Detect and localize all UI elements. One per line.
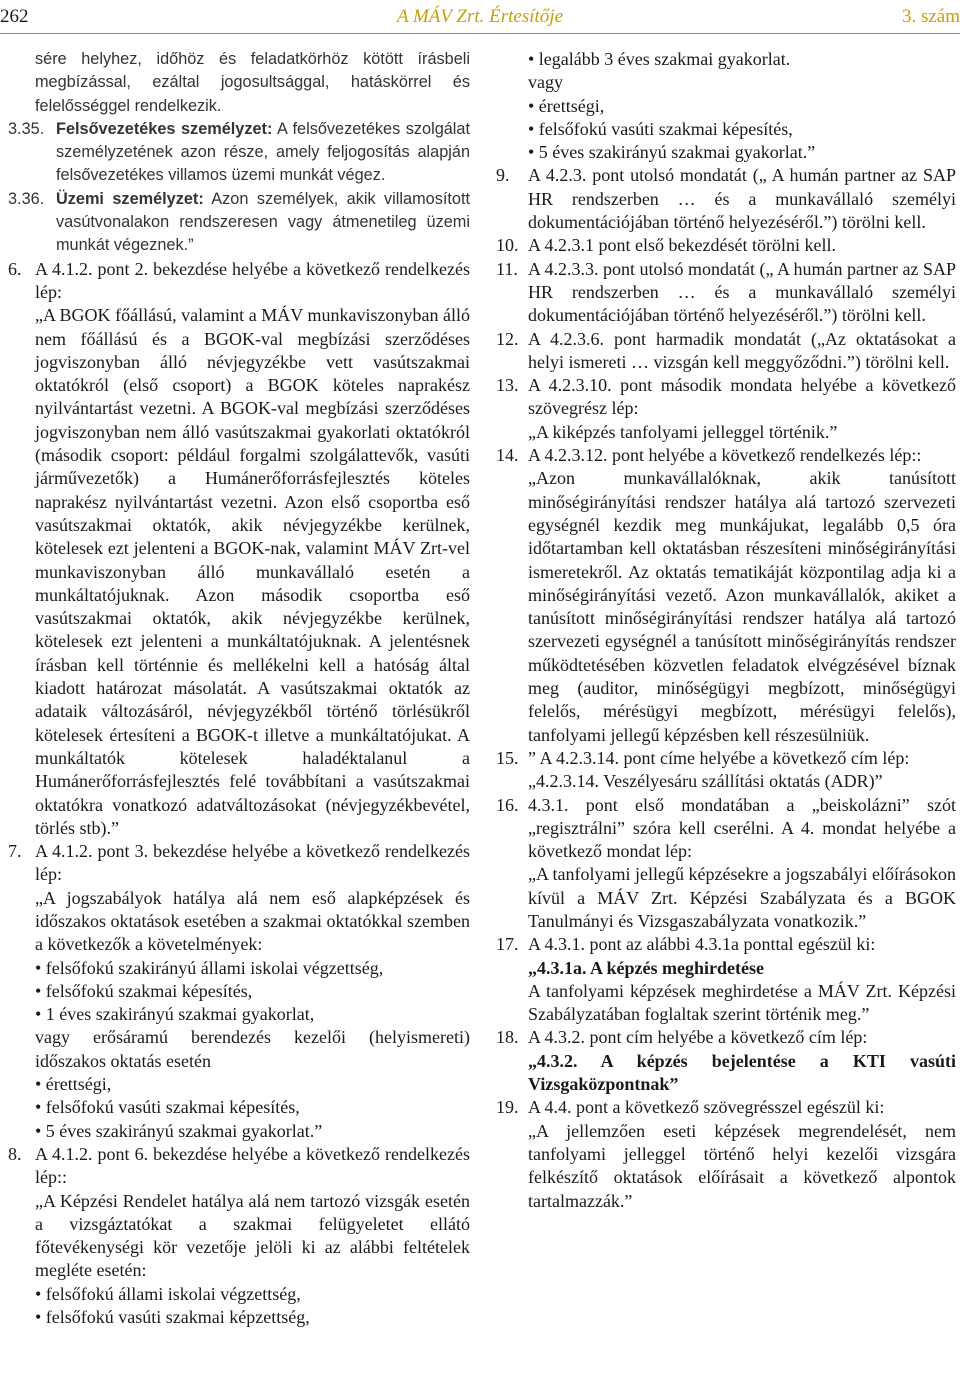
right-column	[496, 48, 956, 1213]
list-item	[496, 747, 956, 770]
quoted-text: „A BGOK főállású, valamint a MÁV munkaviszonyban álló nem főállású és a BGOK-val megbízási szerződéses jogviszonyban álló névjegyzékbe vett vasútszakmai oktatókról (első csoport) a BGOK köteles naprakész nyilvántartást vezetni. A BGOK-val megbízási szerződéses jogviszonyban nem álló vasútszakmai gyakorlati oktatókról (második csoport: például forgalmi szolgálattevők, vasúti járművezetők) a Humánerőforrásfejlesztés köteles naprakész nyilvántartást vezetni. Azon első csoportba eső vasútszakmai oktatók, akik névjegyzékbe kerülnek, kötelesek ezt jelenteni a BGOK-nak, valamint MÁV Zrt-vel munkaviszonyban álló munkavállaló esetén a munkáltatójuknak. Azon második csoportba eső vasútszakmai oktatók, akik névjegyzékbe kerülnek, kötelesek ezt jelenteni a munkáltatójuknak. A jelentésnek írásban kell történnie és mellékelni kell a hatóság által kiadott határozat másolatát. A vasútszakmai oktatók az adataik változásáról, névjegyzékből történő törlésükről kötelesek értesíteni a BGOK-t illetve a munkáltatójukat. A munkáltatók kötelesek haladéktalanul a Humánerőforrásfejlesztés felé továbbítani a vasútszakmai oktatókra vonatkozó adatváltozásokat (névjegyzékbevétel, törlés stb).”	[35, 305, 470, 838]
item-text: A 4.2.3. pont utolsó mondatát („ A humán partner az SAP HR rendszerben … és a munkavállaló személyi dokumentációjában történő helyezéséről.”) törölni kell.	[528, 165, 956, 233]
list-item	[496, 374, 956, 421]
bullet-item: • felsőfokú szakmai képesítés,	[35, 980, 253, 1001]
quoted-text: „A jogszabályok hatálya alá nem eső alapképzések és időszakos oktatások esetében a szakmai oktatókkal szemben a következők a követelmények:	[35, 887, 470, 955]
journal-title: A MÁV Zrt. Értesítője	[396, 6, 564, 27]
definition: A felsővezetékes szolgálat személyzetének azon része, amely feljogosítás alapján felsővezetékes villamos üzemi munkát végez.	[56, 119, 470, 185]
list-item	[8, 258, 470, 305]
item-text: ” A 4.2.3.14. pont címe helyébe a következő cím lép:	[528, 747, 910, 768]
term: Üzemi személyzet:	[56, 189, 204, 208]
bullet-item: • 1 éves szakirányú szakmai gyakorlat,	[35, 1004, 315, 1025]
bullet-item: • 5 éves szakirányú szakmai gyakorlat.”	[528, 142, 816, 163]
item-number: 17.	[496, 934, 519, 955]
item-number: 14.	[496, 445, 519, 466]
header-rule	[0, 33, 960, 34]
quoted-text: „A tanfolyami jellegű képzésekre a jogszabályi előírásokon kívül a MÁV Zrt. Képzési Szabályzata és a BGOK Tanulmányi és Vizsgaszabályzata vonatkozik.”	[528, 864, 956, 931]
list-item	[496, 258, 956, 328]
bullet-item: • érettségi,	[35, 1074, 112, 1095]
item-text: A 4.2.3.12. pont helyébe a következő rendelkezés lép::	[528, 445, 922, 466]
bullet-item: • érettségi,	[528, 95, 605, 116]
section-heading: „4.3.1a. A képzés meghirdetése	[528, 957, 764, 978]
list-item	[8, 1143, 470, 1190]
item-text: A 4.2.3.6. pont harmadik mondatát („Az oktatásokat a helyi ismereti … vizsgán kell meggyőződni.”) törölni kell.	[528, 328, 956, 372]
item-number: 18.	[496, 1027, 519, 1048]
item-text: A 4.3.1. pont az alábbi 4.3.1a ponttal egészül ki:	[528, 934, 876, 955]
list-item	[496, 1026, 956, 1049]
item-number: 8.	[8, 1143, 22, 1164]
item-number: 19.	[496, 1097, 519, 1118]
item-text: 4.3.1. pont első mondatában a „beiskolázni” szót „regisztrálni” szóra kell cserélni. A 4. mondat helyébe a következő mondat lép:	[528, 794, 956, 862]
quoted-text: „A kiképzés tanfolyami jelleggel történik.”	[528, 421, 838, 442]
bullet-item: • felsőfokú vasúti szakmai képesítés,	[528, 118, 793, 139]
list-item	[8, 840, 470, 887]
list-item	[496, 164, 956, 234]
bullet-item: • legalább 3 éves szakmai gyakorlat.	[528, 49, 791, 69]
item-number: 13.	[496, 375, 519, 396]
quoted-text: „Azon munkavállalóknak, akik tanúsított minőségirányítási rendszer hatálya alá tartozó szervezeti egységnél kezdik meg munkájukat, legalább 0,5 óra időtartamban kell oktatásban részesíteni minőségirányítási ismeretekről. Az oktatás tematikáját központilag adja ki a minőségirányítási vezető. Azon munkavállalók, akiket a tanúsított minőségirányítási rendszer hatálya alá tartozó szervezeti egységnél a tanúsított minőségirányítás rendszer működtetésében közvetlen feladatok elvégzésével bíznak meg (auditor, minőségügyi megbízott, minőségügyi felelős, mérésügyi megbízott, mérésügyi felelős), tanfolyami jellegű képzésben kell részesülniük.	[528, 468, 956, 745]
item-number: 7.	[8, 841, 22, 862]
bullet-item: • felsőfokú vasúti szakmai képzettség,	[35, 1307, 310, 1328]
quoted-text: „4.2.3.14. Veszélyesáru szállítási oktatás (ADR)”	[528, 771, 883, 792]
item-number: 10.	[496, 235, 519, 256]
issue-number: 3. szám	[901, 6, 960, 27]
item-number: 9.	[496, 165, 510, 186]
paragraph: sére helyhez, időhöz és feladatkörhöz kötött írásbeli megbízással, ezáltal jogosultsággal, hatáskörrel és felelősséggel rendelkezik.	[35, 50, 470, 115]
list-item	[496, 933, 956, 956]
item-number: 16.	[496, 794, 519, 815]
paragraph: vagy	[528, 72, 563, 93]
item-number: 6.	[8, 258, 22, 279]
item-text: A 4.3.2. pont cím helyébe a következő cím lép:	[528, 1027, 868, 1048]
item-text: A 4.2.3.3. pont utolsó mondatát („ A humán partner az SAP HR rendszerben … és a munkavállaló személyi dokumentációjában történő helyezéséről.”) törölni kell.	[528, 258, 956, 326]
bullet-item: • felsőfokú vasúti szakmai képesítés,	[35, 1097, 300, 1118]
item-text: A 4.1.2. pont 6. bekezdése helyébe a következő rendelkezés lép::	[35, 1143, 470, 1188]
item-number: 3.36.	[8, 189, 45, 208]
quoted-text: „A jellemzően eseti képzések megrendelését, nem tanfolyami jelleggel történő helyi kezelői vizsgára felkészítő oktatások előírásait a következő alpontok tartalmazzák.”	[528, 1120, 956, 1211]
list-item	[496, 794, 956, 864]
item-text: A 4.2.3.1 pont első bekezdését törölni kell.	[528, 235, 836, 256]
item-number: 15.	[496, 747, 519, 768]
item-text: A 4.4. pont a következő szövegrésszel egészül ki:	[528, 1097, 885, 1118]
left-column	[8, 48, 470, 1329]
quoted-text: „A Képzési Rendelet hatálya alá nem tartozó vizsgák esetén a vizsgáztatókat a szakmai felügyeletet ellátó főtevékenységi kör vezetője jelöli ki az alábbi feltételek megléte esetén:	[35, 1190, 470, 1281]
item-text: A 4.2.3.10. pont második mondata helyébe a következő szövegrész lép:	[528, 375, 956, 419]
paragraph: vagy erősáramú berendezés kezelői (helyismereti) időszakos oktatás esetén	[35, 1027, 470, 1071]
page-header	[0, 0, 960, 36]
section-heading: „4.3.2. A képzés bejelentése a KTI vasúti Vizsgaközpontnak”	[528, 1050, 956, 1095]
list-item	[496, 234, 956, 257]
page-number: 262	[0, 6, 29, 27]
list-item	[8, 118, 470, 188]
item-number: 3.35.	[8, 119, 45, 138]
item-text: A 4.1.2. pont 2. bekezdése helyébe a következő rendelkezés lép:	[35, 258, 470, 302]
list-item	[8, 188, 470, 258]
item-number: 12.	[496, 328, 519, 349]
item-text: A 4.1.2. pont 3. bekezdése helyébe a következő rendelkezés lép:	[35, 841, 470, 885]
definition: Azon személyek, akik villamosított vasútvonalakon rendszeresen vagy átmenetileg üzemi munkát végeznek.”	[56, 189, 470, 255]
bullet-item: • felsőfokú állami iskolai végzettség,	[35, 1283, 301, 1304]
list-item	[496, 328, 956, 375]
list-item	[496, 444, 956, 467]
item-number: 11.	[496, 258, 518, 279]
list-item	[496, 1096, 956, 1119]
bullet-item: • 5 éves szakirányú szakmai gyakorlat.”	[35, 1120, 323, 1141]
bullet-item: • felsőfokú szakirányú állami iskolai végzettség,	[35, 957, 384, 978]
term: Felsővezetékes személyzet:	[56, 119, 273, 138]
quoted-text: A tanfolyami képzések meghirdetése a MÁV Zrt. Képzési Szabályzatában foglaltak szerint történik meg.”	[528, 980, 956, 1025]
